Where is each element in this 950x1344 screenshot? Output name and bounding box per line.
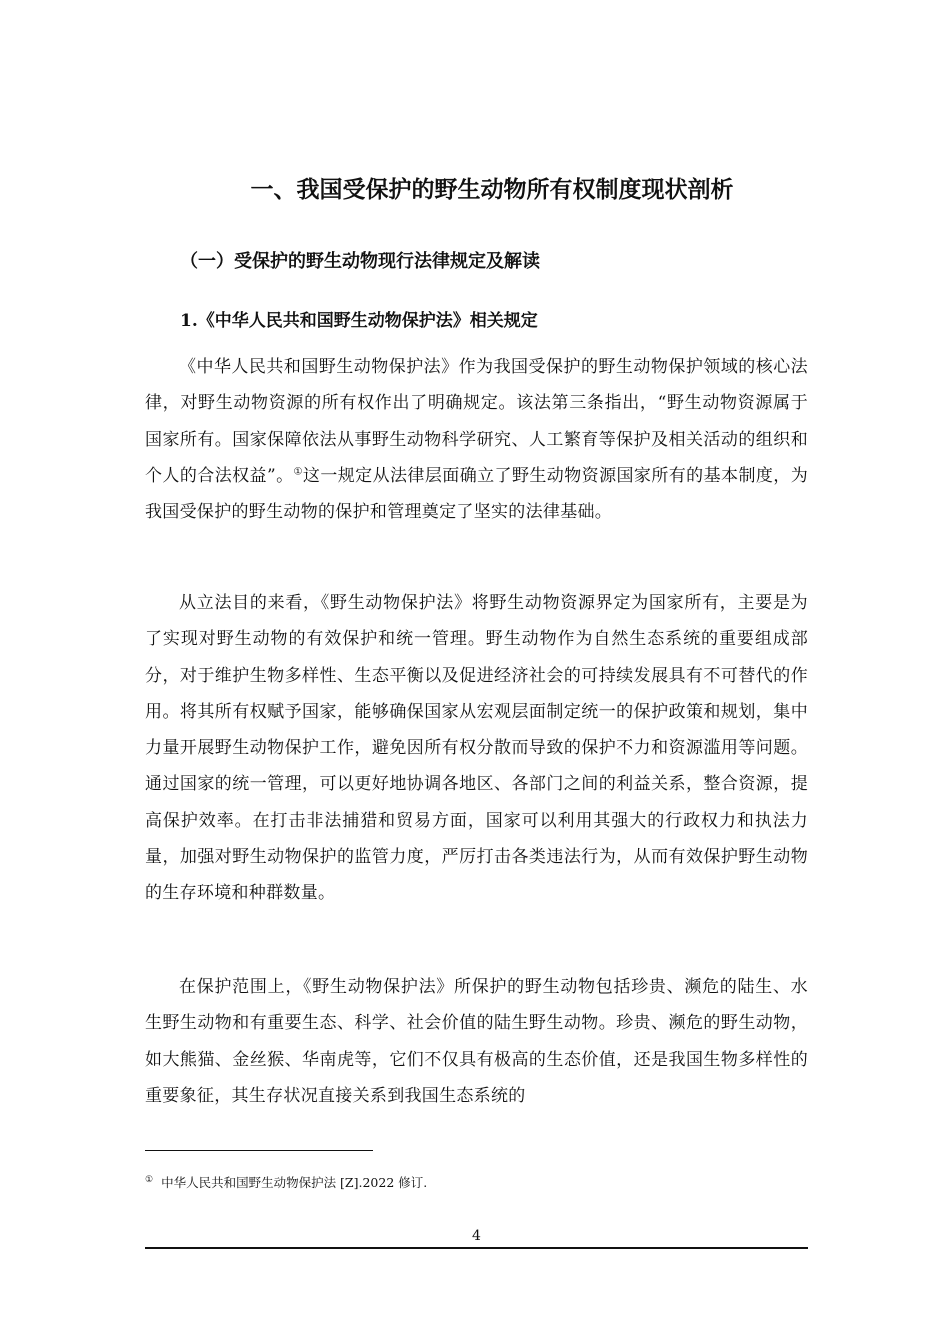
chapter-title: 一、我国受保护的野生动物所有权制度现状剖析 <box>250 177 734 203</box>
body-paragraph-3: 在保护范围上，《野生动物保护法》所保护的野生动物包括珍贵、濒危的陆生、水生野生动物和有重要生态、科学、社会价值的陆生野生动物。珍贵、濒危的野生动物，如大熊猫、金丝猴、华南虎等，它们不仅具有极高的生态价值，还是我国生物多样性的重要象征，其生存状况直接关系到我国生态系统的 <box>145 977 808 1106</box>
footnote <box>145 1173 427 1193</box>
footnote-mark: ① <box>145 1174 154 1185</box>
footer-rule <box>145 1247 808 1249</box>
paragraph-1-text-after-ref: 这一规定从法律层面确立了野生动物资源国家所有的基本制度，为我国受保护的野生动物的保护和管理奠定了坚实的法律基础。 <box>145 465 809 523</box>
footnote-reference-mark[interactable]: ① <box>293 466 303 478</box>
body-paragraph-2: 从立法目的来看，《野生动物保护法》将野生动物资源界定为国家所有，主要是为了实现对野生动物的有效保护和统一管理。野生动物作为自然生态系统的重要组成部分，对于维护生物多样性、生态平衡以及促进经济社会的可持续发展具有不可替代的作用。将其所有权赋予国家，能够确保国家从宏观层面制定统一的保护政策和规划，集中力量开展野生动物保护工作，避免因所有权分散而导致的保护不力和资源滥用等问题。通过国家的统一管理，可以更好地协调各地区、各部门之间的利益关系，整合资源，提高保护效率。在打击非法捕猎和贸易方面，国家可以利用其强大的行政权力和执法力量，加强对野生动物保护的监管力度，严厉打击各类违法行为，从而有效保护野生动物的生存环境和种群数量。 <box>145 593 808 904</box>
footnote-text: 中华人民共和国野生动物保护法 [Z].2022 修订. <box>161 1175 428 1190</box>
footnote-separator <box>145 1150 373 1151</box>
paragraph-1-text-before-ref: 《中华人民共和国野生动物保护法》作为我国受保护的野生动物保护领域的核心法律，对野生动物资源的所有权作出了明确规定。该法第三条指出，“野生动物资源属于国家所有。国家保障依法从事野生动物科学研究、人工繁育等保护及相关活动的组织和个人的合法权益”。 <box>145 357 808 486</box>
subsection-title: 1.《中华人民共和国野生动物保护法》相关规定 <box>180 311 538 331</box>
page-number: 4 <box>472 1228 481 1244</box>
section-title: （一）受保护的野生动物现行法律规定及解读 <box>180 251 540 272</box>
body-paragraph-1 <box>145 349 808 530</box>
